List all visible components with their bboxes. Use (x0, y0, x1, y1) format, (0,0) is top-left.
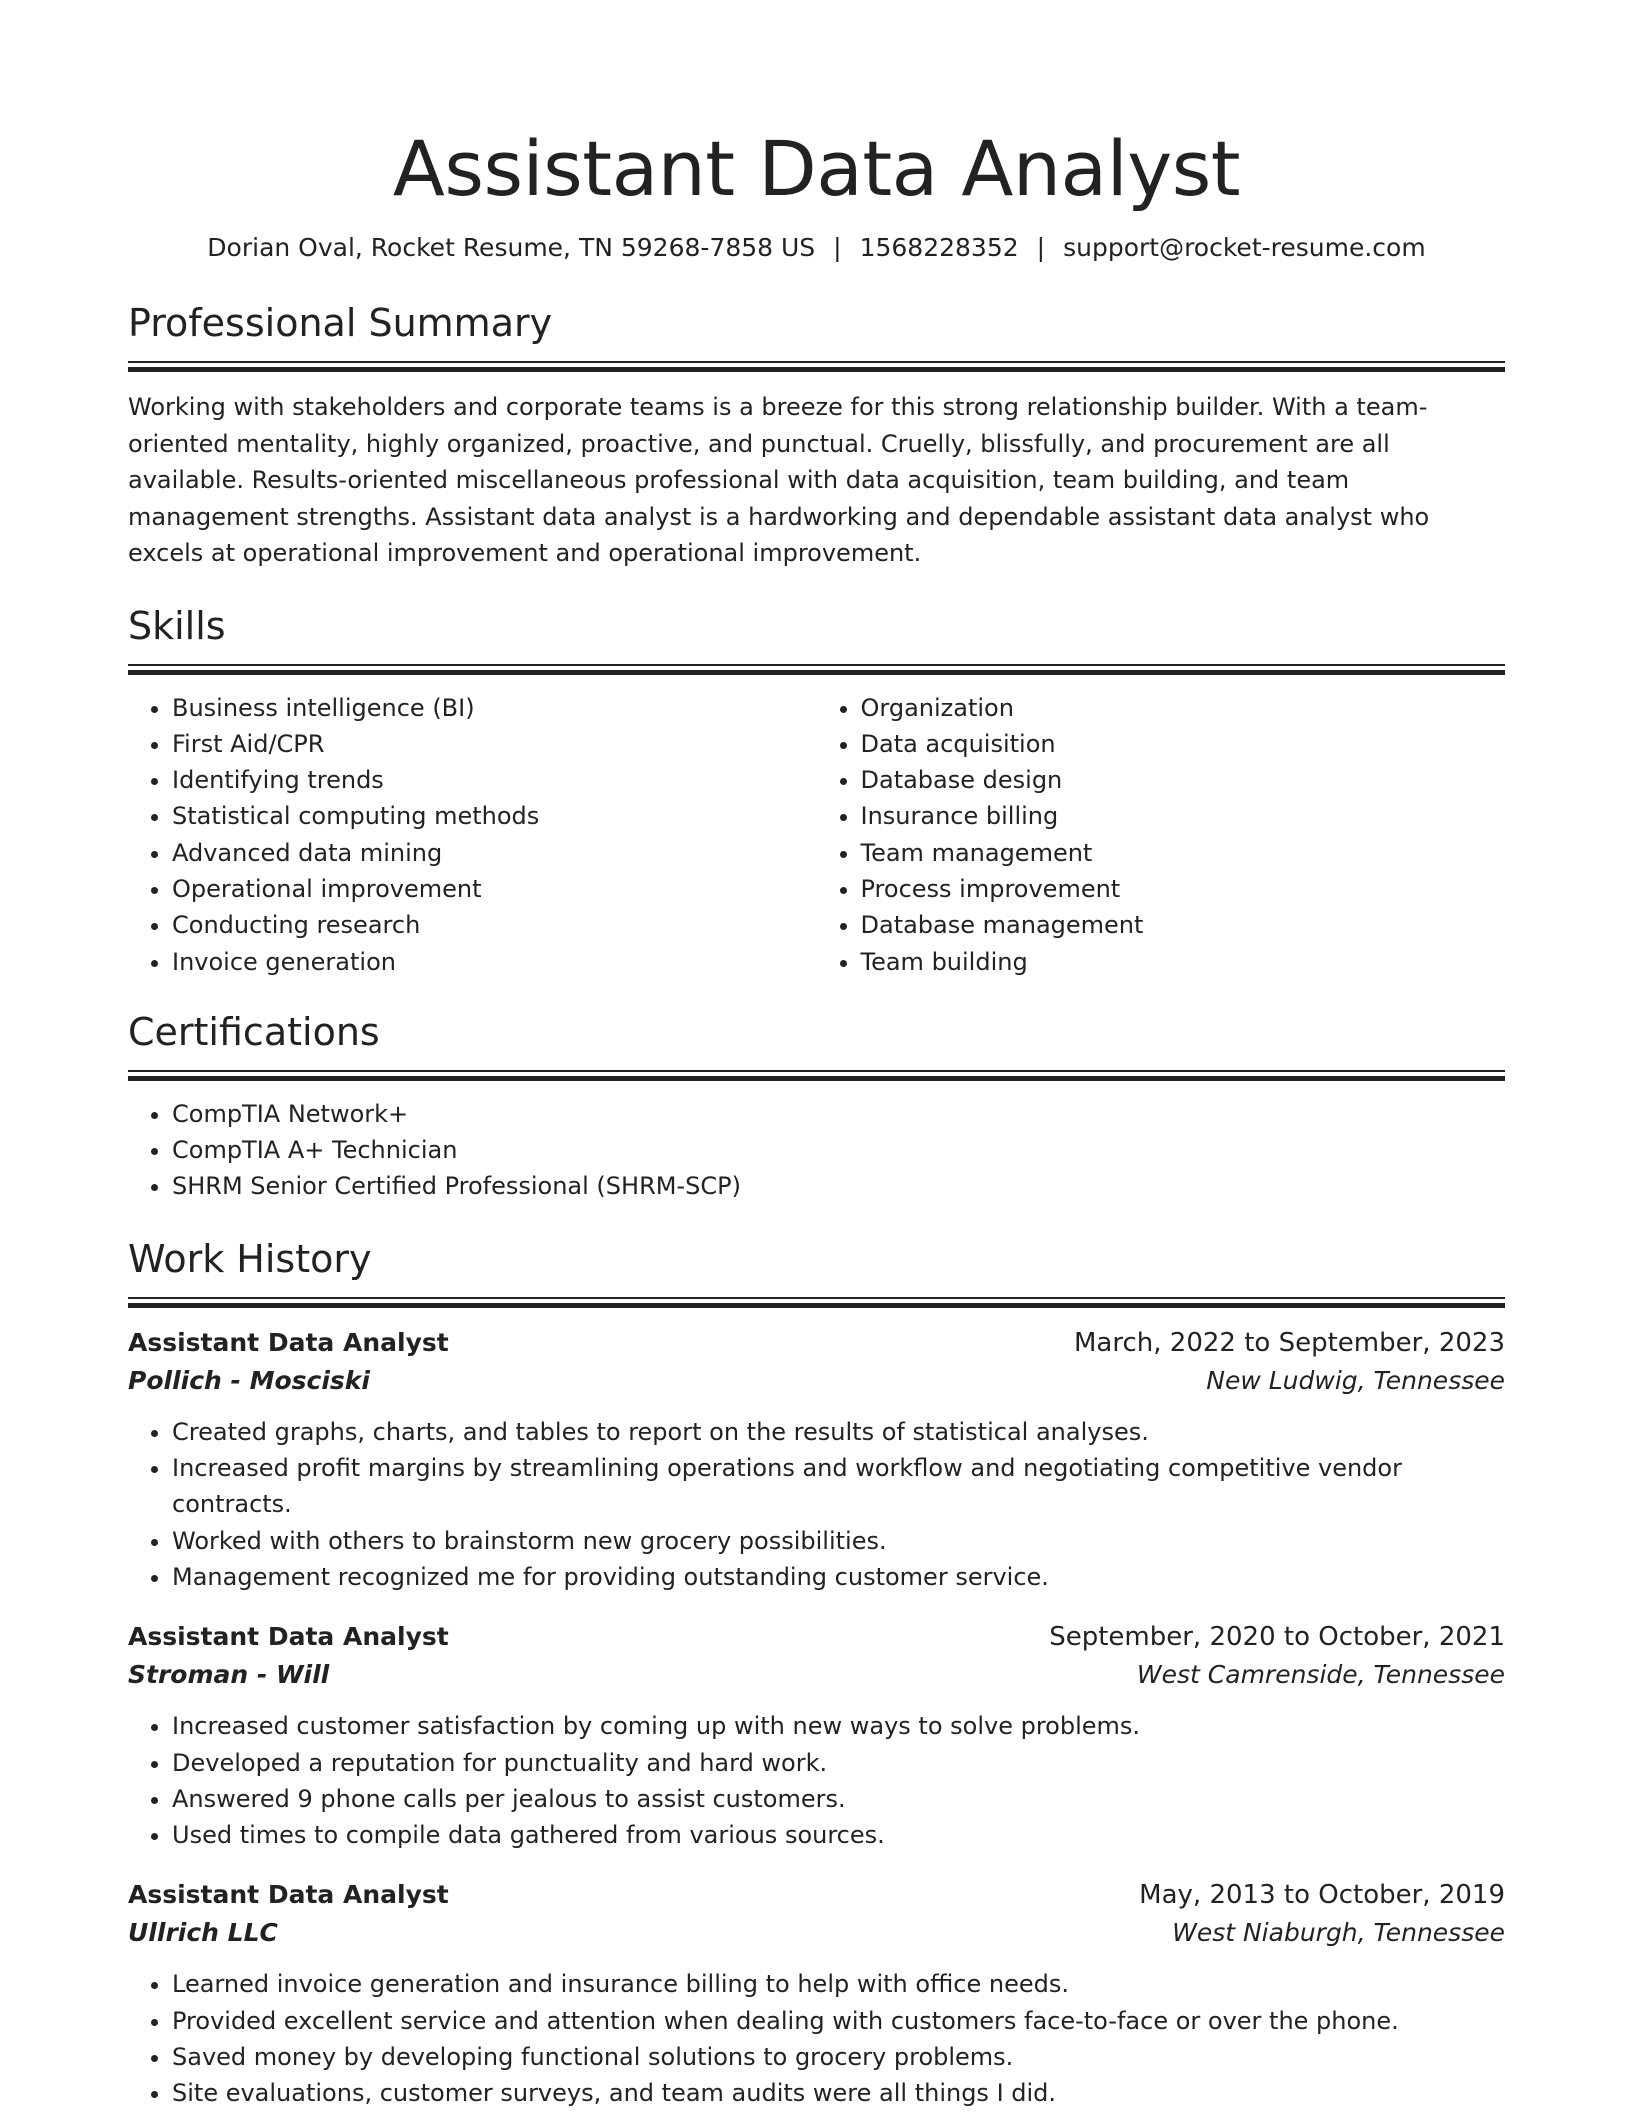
job-location: New Ludwig, Tennessee (1206, 1365, 1505, 1395)
job-title: Assistant Data Analyst (128, 1880, 449, 1910)
skill-item: • Statistical computing methods (172, 798, 817, 834)
skill-item: • Advanced data mining (172, 835, 817, 871)
skills-heading: Skills (128, 603, 226, 648)
skill-item: • Invoice generation (172, 944, 817, 980)
job-entry (128, 1325, 1505, 1595)
job-bullet: • Provided excellent service and attention when dealing with customers face-to-face or over the phone. (172, 2003, 1505, 2039)
certifications-list (128, 1096, 1505, 1205)
resume-title: Assistant Data Analyst (392, 124, 1241, 213)
certification-item: • CompTIA Network+ (172, 1096, 1505, 1132)
job-dates: September, 2020 to October, 2021 (1049, 1622, 1505, 1653)
job-location: West Camrenside, Tennessee (1136, 1660, 1505, 1690)
skill-item: • Organization (861, 690, 1506, 726)
skill-item: • First Aid/CPR (172, 726, 817, 762)
job-dates: May, 2013 to October, 2019 (1139, 1880, 1505, 1911)
section-divider (128, 1070, 1505, 1080)
job-header (128, 1877, 1505, 1913)
skill-item: • Team building (861, 944, 1506, 980)
skill-item: • Business intelligence (BI) (172, 690, 817, 726)
section-divider (128, 664, 1505, 674)
certification-item: • SHRM Senior Certified Professional (SHRM-SCP) (172, 1168, 1505, 1204)
skills-section (128, 602, 1505, 980)
job-dates: March, 2022 to September, 2023 (1074, 1327, 1505, 1358)
job-bullet: • Increased customer satisfaction by coming up with new ways to solve problems. (172, 1708, 1505, 1744)
job-company: Stroman - Will (128, 1660, 330, 1690)
contact-separator: | (833, 233, 842, 262)
summary-section (128, 299, 1505, 572)
skill-item: • Data acquisition (861, 726, 1506, 762)
skills-columns (128, 690, 1505, 980)
summary-text: Working with stakeholders and corporate teams is a breeze for this strong relationship builder. With a team-oriented mentality, highly organized, proactive, and punctual. Cruelly, blissfully, and procurement are all available. Results-oriented miscellaneous professional with data acquisition, team building, and team management strengths. Assistant data analyst is a hardworking and dependable assistant data analyst who excels at operational improvement and operational improvement. (128, 393, 1430, 567)
job-entry (128, 1619, 1505, 1853)
skill-item: • Operational improvement (172, 871, 817, 907)
contact-separator: | (1036, 233, 1046, 262)
skill-item: • Insurance billing (861, 798, 1506, 834)
contact-line (128, 231, 1505, 265)
job-bullet: • Created graphs, charts, and tables to report on the results of statistical analyses. (172, 1414, 1505, 1450)
job-bullet: • Learned invoice generation and insurance billing to help with office needs. (172, 1966, 1505, 2002)
skill-item: • Database management (861, 907, 1506, 943)
job-bullets (128, 1966, 1505, 2111)
skill-item: • Database design (861, 762, 1506, 798)
skill-item: • Process improvement (861, 871, 1506, 907)
job-bullet: • Saved money by developing functional solutions to grocery problems. (172, 2039, 1505, 2075)
job-subheader (128, 1655, 1505, 1695)
skill-item: • Team management (861, 835, 1506, 871)
job-location: West Niaburgh, Tennessee (1172, 1918, 1505, 1948)
job-subheader (128, 1361, 1505, 1401)
job-bullet: • Answered 9 phone calls per jealous to assist customers. (172, 1781, 1505, 1817)
certifications-section (128, 1008, 1505, 1205)
job-subheader (128, 1913, 1505, 1953)
job-bullet: • Site evaluations, customer surveys, and team audits were all things I did. (172, 2075, 1505, 2111)
job-header (128, 1325, 1505, 1361)
job-bullets (128, 1414, 1505, 1595)
contact-email: support@rocket-resume.com (1063, 233, 1426, 262)
certifications-heading: Certifications (128, 1009, 380, 1054)
job-header (128, 1619, 1505, 1655)
job-title: Assistant Data Analyst (128, 1622, 449, 1652)
skills-list-left (128, 690, 817, 980)
job-bullet: • Management recognized me for providing outstanding customer service. (172, 1559, 1505, 1595)
job-bullet: • Increased profit margins by streamlining operations and workflow and negotiating competitive vendor contracts. (172, 1450, 1505, 1523)
skill-item: • Identifying trends (172, 762, 817, 798)
contact-address: Dorian Oval, Rocket Resume, TN 59268-7858 US (207, 233, 816, 262)
job-bullet: • Used times to compile data gathered from various sources. (172, 1817, 1505, 1853)
job-bullets (128, 1708, 1505, 1853)
work-history-section (128, 1235, 1505, 2112)
job-entry (128, 1877, 1505, 2111)
skill-item: • Conducting research (172, 907, 817, 943)
job-company: Pollich - Mosciski (128, 1365, 371, 1395)
resume-page (128, 0, 1505, 2112)
contact-phone: 1568228352 (859, 233, 1019, 262)
certification-item: • CompTIA A+ Technician (172, 1132, 1505, 1168)
section-divider (128, 361, 1505, 371)
job-title: Assistant Data Analyst (128, 1327, 449, 1357)
job-bullet: • Worked with others to brainstorm new grocery possibilities. (172, 1523, 1505, 1559)
work-history-heading: Work History (128, 1236, 372, 1281)
job-company: Ullrich LLC (128, 1918, 278, 1948)
job-bullet: • Developed a reputation for punctuality and hard work. (172, 1745, 1505, 1781)
section-divider (128, 1297, 1505, 1307)
skills-list-right (817, 690, 1506, 980)
summary-heading: Professional Summary (128, 301, 553, 345)
